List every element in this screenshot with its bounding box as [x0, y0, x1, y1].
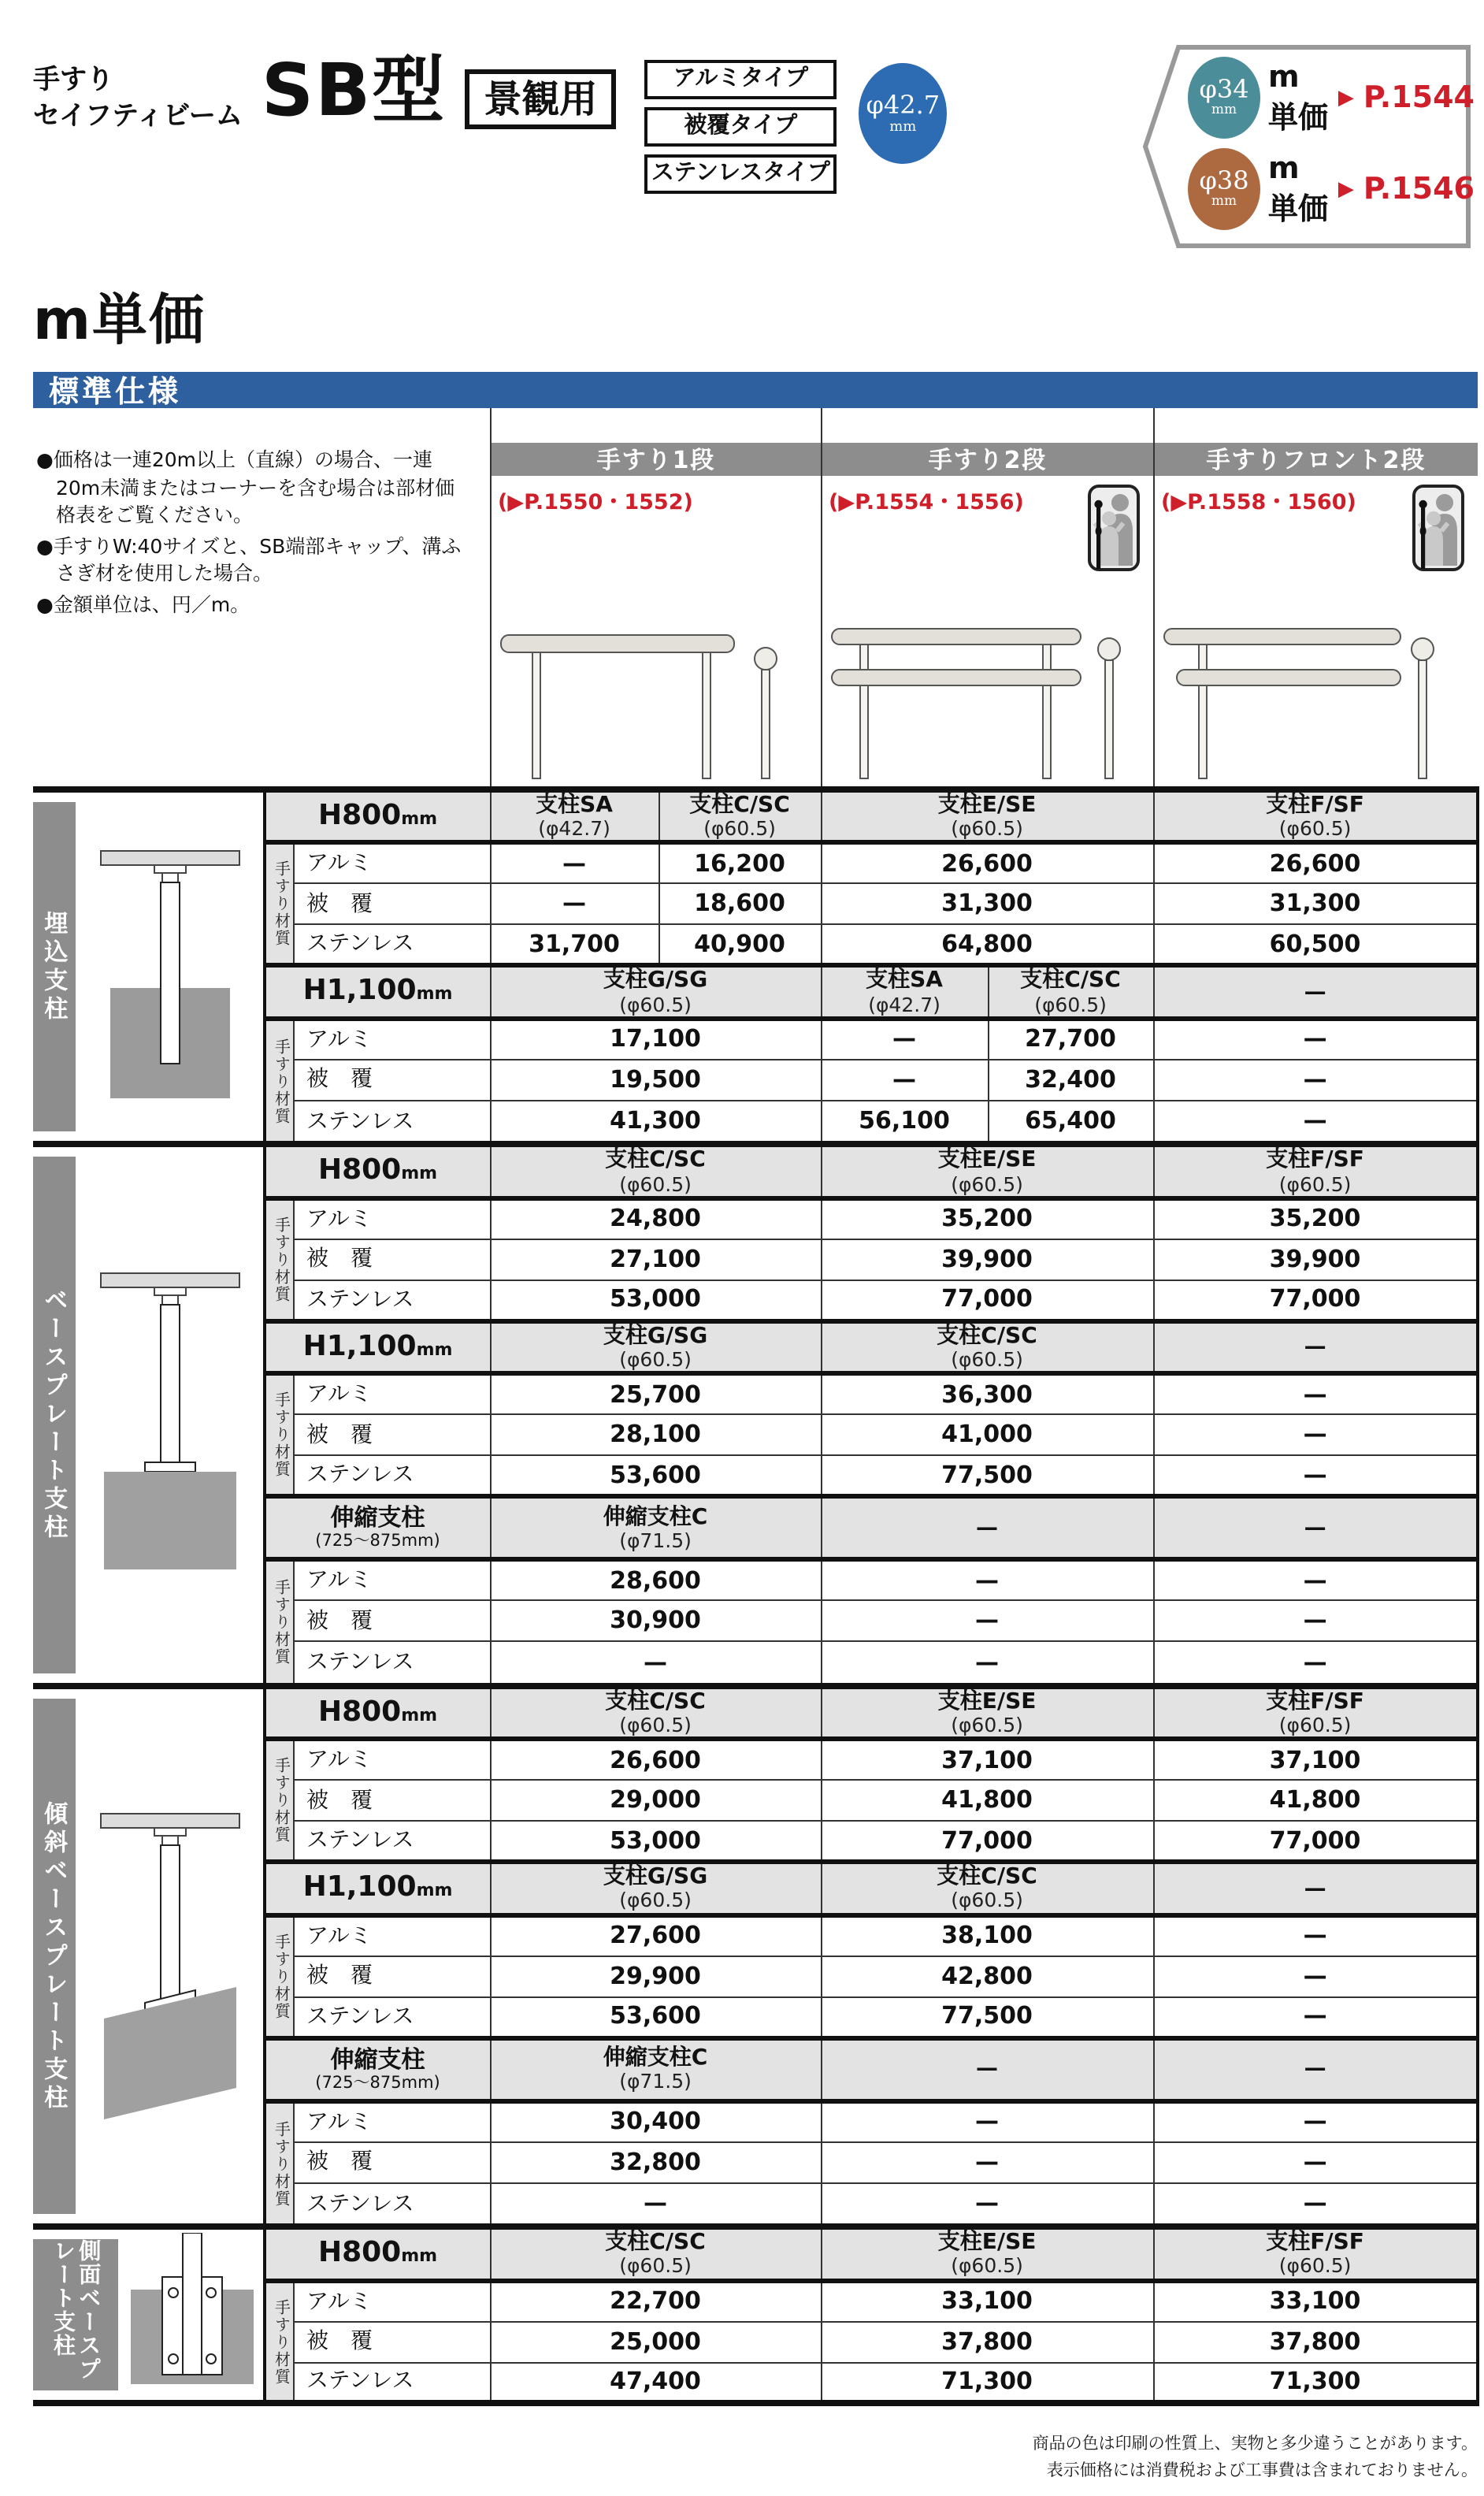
category-line2: セイフティビーム [33, 100, 243, 132]
price-cell: 77,500 [821, 1456, 1153, 1497]
spec-header: H1,100mm [265, 1863, 490, 1915]
price-cell: — [1153, 1915, 1478, 1956]
price-cell: 60,500 [1153, 925, 1478, 966]
material-label: 被 覆 [293, 1781, 490, 1822]
material-label: 被 覆 [293, 1415, 490, 1456]
price-cell: 77,500 [821, 1997, 1153, 2038]
link-phi38 [1188, 148, 1475, 230]
post-type-header: 支柱G/SG (φ60.5) [490, 1321, 821, 1374]
price-cell: 25,000 [490, 2322, 821, 2363]
material-label: ステンレス [293, 1997, 490, 2038]
price-cell: — [1153, 1019, 1478, 1060]
price-cell: 39,900 [821, 1239, 1153, 1280]
price-cell: 71,300 [821, 2363, 1153, 2404]
column-page-link[interactable]: (▶P.1550・1552) [498, 490, 693, 515]
material-label: ステンレス [293, 1456, 490, 1497]
link-phi34 [1188, 57, 1475, 139]
spec-section-bar: 標準仕様 [33, 372, 1478, 408]
price-cell: 47,400 [490, 2363, 821, 2404]
arrow-icon: ▶ [1337, 86, 1354, 110]
price-table-sloped-baseplate [33, 1683, 1479, 2224]
column-tesuri-front-2dan [1153, 408, 1478, 786]
price-cell: 77,000 [821, 1822, 1153, 1863]
material-axis-label: 手すり材質 [265, 2281, 293, 2404]
price-cell: — [1153, 1601, 1478, 1642]
page-header [0, 0, 1484, 240]
price-cell: — [1153, 1997, 1478, 2038]
price-cell: 33,100 [1153, 2281, 1478, 2322]
spec-header: H800mm [265, 1145, 490, 1198]
material-label: 被 覆 [293, 1060, 490, 1101]
price-cell: — [1153, 1560, 1478, 1601]
material-label: 被 覆 [293, 1239, 490, 1280]
price-cell: 28,600 [490, 1560, 821, 1601]
price-cell: 37,800 [821, 2322, 1153, 2363]
material-label: ステンレス [293, 1280, 490, 1321]
material-axis-label: 手すり材質 [265, 1915, 293, 2038]
price-cell: 39,900 [1153, 1239, 1478, 1280]
price-cell: 41,000 [821, 1415, 1153, 1456]
spec-header: H800mm [265, 2227, 490, 2281]
price-cell: 41,300 [490, 1101, 821, 1142]
post-type-header: 支柱C/SC (φ60.5) [988, 966, 1153, 1019]
price-cell: — [1153, 2101, 1478, 2142]
model-name: SB型 [261, 47, 447, 132]
phi34-page-link[interactable]: P.1544 [1363, 80, 1475, 115]
post-type-header: 支柱SA (φ42.7) [821, 966, 988, 1019]
price-cell: 26,600 [1153, 843, 1478, 884]
material-axis-label: 手すり材質 [265, 1740, 293, 1863]
price-cell: 36,300 [821, 1374, 1153, 1415]
type-badge-coated: 被覆タイプ [644, 107, 837, 147]
diameter-unit: mm [889, 119, 917, 135]
side-baseplate-post-icon [118, 2233, 265, 2390]
phi34-value: φ34 [1199, 74, 1249, 105]
post-type-header: 伸縮支柱C (φ71.5) [490, 1497, 821, 1560]
material-label: ステンレス [293, 925, 490, 966]
post-type-header: 支柱C/SC (φ60.5) [490, 1686, 821, 1740]
material-label: アルミ [293, 1915, 490, 1956]
price-cell: — [1153, 1060, 1478, 1101]
category-line1: 手すり [33, 65, 113, 96]
price-cell: 56,100 [821, 1101, 988, 1142]
price-table-baseplate [33, 1142, 1479, 1683]
price-cell: 53,000 [490, 1822, 821, 1863]
material-label: アルミ [293, 2281, 490, 2322]
spec-header: 伸縮支柱 (725～875mm) [265, 1497, 490, 1560]
price-cell: 64,800 [821, 925, 1153, 966]
phi38-value: φ38 [1199, 165, 1249, 196]
price-cell: — [821, 1601, 1153, 1642]
material-axis-label: 手すり材質 [265, 2101, 293, 2224]
material-label: アルミ [293, 1560, 490, 1601]
price-cell: 29,000 [490, 1781, 821, 1822]
price-cell: — [821, 1642, 1153, 1683]
column-page-link[interactable]: (▶P.1554・1556) [829, 490, 1024, 515]
post-illustration [118, 2227, 265, 2404]
post-illustration [76, 1145, 265, 1683]
baseplate-post-icon [76, 1210, 265, 1614]
section-label: 側面ベースプレート支柱 [33, 2240, 118, 2391]
price-cell: — [1153, 1415, 1478, 1456]
post-type-header: 支柱G/SG (φ60.5) [490, 1863, 821, 1915]
related-pages-banner [1137, 41, 1475, 252]
post-type-header: 支柱SA (φ42.7) [490, 789, 659, 843]
price-cell: 33,100 [821, 2281, 1153, 2322]
column-title: 手すりフロント2段 [1155, 443, 1478, 476]
phi38-unit: mm [1211, 194, 1237, 210]
material-label: 被 覆 [293, 2322, 490, 2363]
price-cell: — [1153, 2183, 1478, 2224]
material-label: アルミ [293, 843, 490, 884]
type-badge-stainless: ステンレスタイプ [644, 154, 837, 193]
post-type-header: 支柱E/SE (φ60.5) [821, 1145, 1153, 1198]
person-rail-icon [1087, 484, 1141, 572]
post-type-header: 支柱E/SE (φ60.5) [821, 2227, 1153, 2281]
price-cell: — [821, 1560, 1153, 1601]
note-item: ●価格は一連20m以上（直線）の場合、一連20m未満またはコーナーを含む場合は部材価格表をご覧ください。 [36, 448, 455, 526]
price-cell: 30,900 [490, 1601, 821, 1642]
post-type-header: 支柱F/SF (φ60.5) [1153, 1145, 1478, 1198]
price-cell: 31,700 [490, 925, 659, 966]
post-type-header: 支柱E/SE (φ60.5) [821, 789, 1153, 843]
post-type-header: — [1153, 1863, 1478, 1915]
price-cell: 77,000 [1153, 1280, 1478, 1321]
price-cell: 16,200 [659, 843, 821, 884]
table-intro [33, 408, 1478, 786]
footer-line: 表示価格には消費税および工事費は含まれておりません。 [1046, 2461, 1478, 2481]
post-type-header: 支柱C/SC (φ60.5) [821, 1863, 1153, 1915]
price-cell: — [821, 2142, 1153, 2183]
price-cell: 27,700 [988, 1019, 1153, 1060]
price-cell: 27,600 [490, 1915, 821, 1956]
material-axis-label: 手すり材質 [265, 1198, 293, 1321]
arrow-icon: ▶ [1337, 177, 1354, 201]
price-cell: 29,900 [490, 1956, 821, 1997]
material-label: アルミ [293, 2101, 490, 2142]
price-cell: 26,600 [490, 1740, 821, 1781]
post-type-header: — [1153, 2038, 1478, 2101]
type-badges [644, 60, 837, 193]
material-label: ステンレス [293, 1101, 490, 1142]
section-label-cell [33, 2227, 118, 2404]
price-cell: — [821, 2183, 1153, 2224]
post-type-header: — [821, 1497, 1153, 1560]
section-label: ベースプレート支柱 [33, 1157, 76, 1673]
price-table-side-baseplate [33, 2224, 1479, 2407]
post-type-header: — [1153, 1321, 1478, 1374]
person-rail-icon [1412, 484, 1465, 572]
price-cell: 53,000 [490, 1280, 821, 1321]
material-label: ステンレス [293, 2363, 490, 2404]
price-cell: 19,500 [490, 1060, 821, 1101]
column-page-link[interactable]: (▶P.1558・1560) [1161, 490, 1356, 515]
price-cell: 26,600 [821, 843, 1153, 884]
material-label: 被 覆 [293, 2142, 490, 2183]
price-cell: — [1153, 1374, 1478, 1415]
price-cell: 41,800 [1153, 1781, 1478, 1822]
rail-front-2dan-icon [1158, 591, 1482, 783]
post-type-header: — [821, 2038, 1153, 2101]
post-illustration [76, 1686, 265, 2224]
price-cell: 28,100 [490, 1415, 821, 1456]
price-cell: 53,600 [490, 1997, 821, 2038]
material-label: ステンレス [293, 2183, 490, 2224]
price-cell: 32,800 [490, 2142, 821, 2183]
price-cell: 41,800 [821, 1781, 1153, 1822]
phi38-page-link[interactable]: P.1546 [1363, 172, 1475, 206]
price-cell: — [490, 884, 659, 925]
column-tesuri-1dan [490, 408, 821, 786]
post-type-header: 支柱G/SG (φ60.5) [490, 966, 821, 1019]
material-label: アルミ [293, 1374, 490, 1415]
product-category [33, 63, 243, 136]
price-cell: — [1153, 1956, 1478, 1997]
post-type-header: 支柱F/SF (φ60.5) [1153, 789, 1478, 843]
post-type-header: 伸縮支柱C (φ71.5) [490, 2038, 821, 2101]
post-type-header: 支柱C/SC (φ60.5) [490, 2227, 821, 2281]
post-type-header: 支柱C/SC (φ60.5) [659, 789, 821, 843]
price-cell: 31,300 [821, 884, 1153, 925]
price-cell: — [821, 1060, 988, 1101]
price-cell: 32,400 [988, 1060, 1153, 1101]
footer-notes [0, 2432, 1478, 2485]
price-cell: 38,100 [821, 1915, 1153, 1956]
spec-header: H800mm [265, 1686, 490, 1740]
section-label-cell [33, 1686, 76, 2224]
price-cell: 53,600 [490, 1456, 821, 1497]
price-cell: 37,100 [1153, 1740, 1478, 1781]
section-label: 埋込支柱 [33, 802, 76, 1132]
price-cell: 25,700 [490, 1374, 821, 1415]
column-title: 手すり1段 [492, 443, 821, 476]
material-axis-label: 手すり材質 [265, 1560, 293, 1683]
price-cell: 24,800 [490, 1198, 821, 1239]
column-tesuri-2dan [821, 408, 1153, 786]
post-type-header: 支柱F/SF (φ60.5) [1153, 2227, 1478, 2281]
page-title: m単価 [33, 290, 206, 353]
notes [33, 408, 490, 786]
diameter-value: φ42.7 [866, 89, 940, 119]
price-cell: — [490, 843, 659, 884]
price-cell: 37,800 [1153, 2322, 1478, 2363]
material-label: アルミ [293, 1019, 490, 1060]
phi38-label: m単価 [1268, 150, 1329, 226]
section-label-cell [33, 789, 76, 1142]
note-item: ●手すりW:40サイズと、SB端部キャップ、溝ふさぎ材を使用した場合。 [36, 533, 462, 585]
phi38-icon [1188, 148, 1260, 230]
material-label: アルミ [293, 1740, 490, 1781]
section-label: 傾斜ベースプレート支柱 [33, 1699, 76, 2215]
post-type-header: 支柱C/SC (φ60.5) [821, 1321, 1153, 1374]
post-type-header: 支柱F/SF (φ60.5) [1153, 1686, 1478, 1740]
material-label: アルミ [293, 1198, 490, 1239]
usage-badge: 景観用 [465, 69, 616, 129]
material-axis-label: 手すり材質 [265, 843, 293, 966]
price-cell: 35,200 [821, 1198, 1153, 1239]
price-cell: 40,900 [659, 925, 821, 966]
type-badge-aluminum: アルミタイプ [644, 60, 837, 99]
material-label: ステンレス [293, 1642, 490, 1683]
price-table-umekomi [33, 786, 1479, 1142]
rail-1dan-icon [495, 591, 819, 783]
phi34-label: m単価 [1268, 59, 1329, 135]
rail-2dan-icon [825, 591, 1156, 783]
price-cell: — [1153, 1101, 1478, 1142]
price-cell: 35,200 [1153, 1198, 1478, 1239]
price-cell: — [1153, 2142, 1478, 2183]
price-cell: — [490, 2183, 821, 2224]
price-cell: 30,400 [490, 2101, 821, 2142]
embedded-post-icon [76, 806, 265, 1121]
material-axis-label: 手すり材質 [265, 1019, 293, 1142]
price-cell: — [490, 1642, 821, 1683]
price-cell: 27,100 [490, 1239, 821, 1280]
spec-header: H1,100mm [265, 966, 490, 1019]
price-cell: 65,400 [988, 1101, 1153, 1142]
price-cell: 42,800 [821, 1956, 1153, 1997]
footer-line: 商品の色は印刷の性質上、実物と多少違うことがあります。 [1032, 2435, 1478, 2454]
spec-header: 伸縮支柱 (725～875mm) [265, 2038, 490, 2101]
diameter-badge [859, 63, 947, 164]
material-label: 被 覆 [293, 1956, 490, 1997]
post-type-header: 支柱C/SC (φ60.5) [490, 1145, 821, 1198]
section-label-cell [33, 1145, 76, 1683]
price-cell: 71,300 [1153, 2363, 1478, 2404]
material-label: 被 覆 [293, 884, 490, 925]
price-cell: 17,100 [490, 1019, 821, 1060]
price-cell: — [1153, 1642, 1478, 1683]
phi34-icon [1188, 57, 1260, 139]
spec-header: H1,100mm [265, 1321, 490, 1374]
price-cell: — [1153, 1456, 1478, 1497]
price-cell: 31,300 [1153, 884, 1478, 925]
post-type-header: — [1153, 966, 1478, 1019]
material-axis-label: 手すり材質 [265, 1374, 293, 1497]
price-cell: 77,000 [821, 1280, 1153, 1321]
sloped-baseplate-post-icon [76, 1751, 265, 2155]
post-type-header: 支柱E/SE (φ60.5) [821, 1686, 1153, 1740]
column-title: 手すり2段 [822, 443, 1153, 476]
spec-header: H800mm [265, 789, 490, 843]
price-cell: 37,100 [821, 1740, 1153, 1781]
price-cell: — [821, 1019, 988, 1060]
material-label: ステンレス [293, 1822, 490, 1863]
phi34-unit: mm [1211, 102, 1237, 119]
price-cell: — [821, 2101, 1153, 2142]
material-label: 被 覆 [293, 1601, 490, 1642]
note-item: ●金額単位は、円／m。 [36, 592, 250, 615]
price-cell: 77,000 [1153, 1822, 1478, 1863]
post-illustration [76, 789, 265, 1142]
price-cell: 22,700 [490, 2281, 821, 2322]
post-type-header: — [1153, 1497, 1478, 1560]
price-cell: 18,600 [659, 884, 821, 925]
